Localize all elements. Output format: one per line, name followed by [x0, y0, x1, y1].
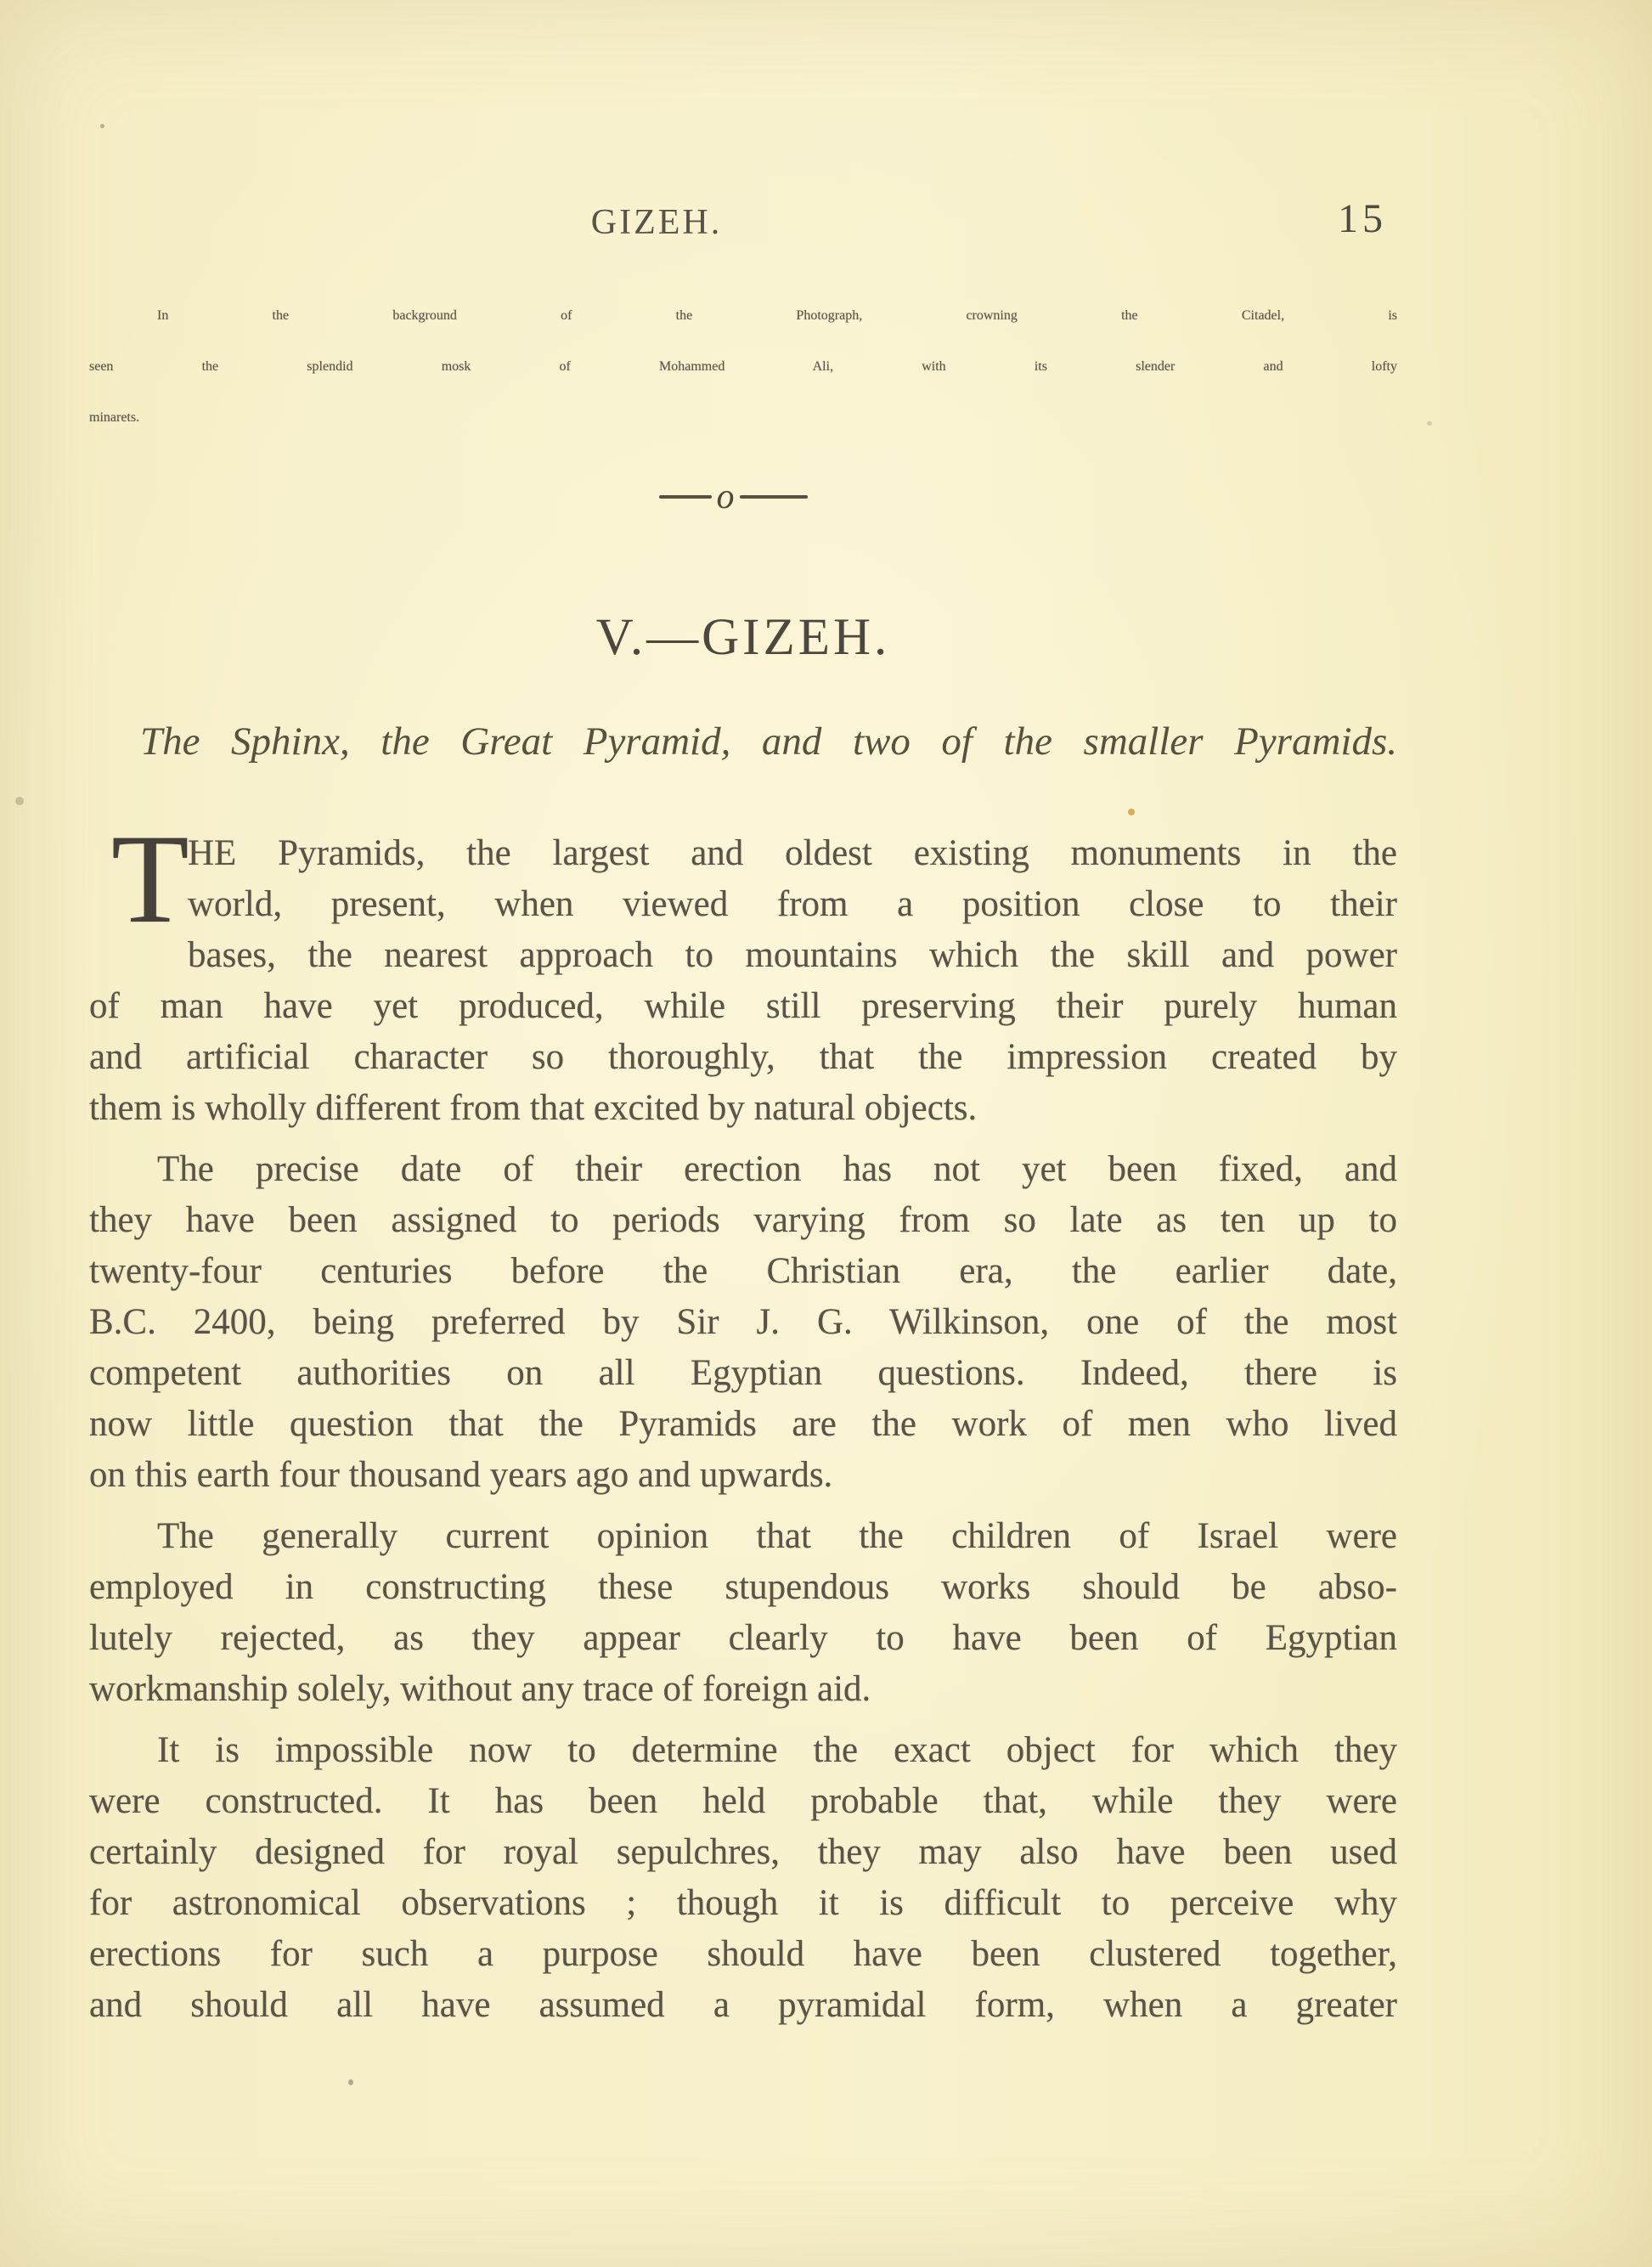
text-line: they have been assigned to periods varying from so late as ten up to: [89, 1200, 1397, 1240]
section-divider: [79, 477, 1387, 516]
text-line: world, present, when viewed from a position close to their: [188, 884, 1397, 924]
text-line: them is wholly different from that excited by natural objects.: [89, 1088, 978, 1128]
drop-cap-letter: T: [111, 809, 189, 950]
text-line: now little question that the Pyramids are the work of men who lived: [89, 1404, 1397, 1444]
paragraph-precise-date: [89, 1144, 1397, 1501]
text-line: were constructed. It has been held probable that, while they were: [89, 1781, 1397, 1821]
body-text: [89, 809, 1397, 2031]
text-line: twenty-four centuries before the Christian era, the earlier date,: [89, 1251, 1397, 1291]
section-heading: V.—GIZEH.: [595, 609, 891, 666]
divider-o-glyph: o: [716, 477, 735, 516]
divider-rule-right: [740, 495, 808, 499]
running-title: GIZEH.: [590, 203, 723, 242]
text-line: HE Pyramids, the largest and oldest existing monuments in the: [188, 833, 1397, 873]
text-line: for astronomical observations ; though it is difficult to perceive why: [89, 1883, 1397, 1923]
text-line: on this earth four thousand years ago and upwards.: [89, 1455, 833, 1495]
text-line: lutely rejected, as they appear clearly to have been of Egyptian: [89, 1618, 1397, 1658]
text-line: and artificial character so thoroughly, that the impression created by: [89, 1037, 1397, 1077]
scan-speck: [15, 797, 24, 805]
text-column: [89, 0, 1397, 2267]
intro-paragraph: [89, 290, 1397, 443]
paragraph-children-of-israel: [89, 1511, 1397, 1715]
page-number: 15: [1338, 196, 1387, 241]
text-line: The generally current opinion that the children of Israel were: [157, 1516, 1397, 1556]
text-line: minarets.: [89, 410, 140, 425]
text-line: of man have yet produced, while still preserving their purely human: [89, 986, 1397, 1026]
section-subtitle: The Sphinx, the Great Pyramid, and two of the smaller Pyramids.: [140, 719, 1397, 764]
scan-speck: [1427, 421, 1432, 426]
paragraph-exact-object: [89, 1725, 1397, 2031]
text-line: certainly designed for royal sepulchres, they may also have been used: [89, 1832, 1397, 1872]
text-line: B.C. 2400, being preferred by Sir J. G. Wilkinson, one of the most: [89, 1302, 1397, 1342]
text-line: erections for such a purpose should have been clustered together,: [89, 1934, 1397, 1974]
text-line: seen the splendid mosk of Mohammed Ali, with its slender and lofty: [89, 359, 1397, 374]
text-line: bases, the nearest approach to mountains which the skill and power: [188, 935, 1397, 975]
text-line: workmanship solely, without any trace of foreign aid.: [89, 1669, 871, 1709]
text-line: employed in constructing these stupendous works should be abso-: [89, 1567, 1397, 1607]
divider-rule-left: [659, 495, 712, 499]
text-line: In the background of the Photograph, crowning the Citadel, is: [157, 308, 1397, 323]
text-line: and should all have assumed a pyramidal form, when a greater: [89, 1985, 1397, 2025]
text-line: competent authorities on all Egyptian questions. Indeed, there is: [89, 1353, 1397, 1393]
paragraph-pyramids-monuments: [89, 809, 1397, 1134]
text-line: It is impossible now to determine the exact object for which they: [157, 1730, 1397, 1770]
text-line: The precise date of their erection has not yet been fixed, and: [157, 1149, 1397, 1189]
